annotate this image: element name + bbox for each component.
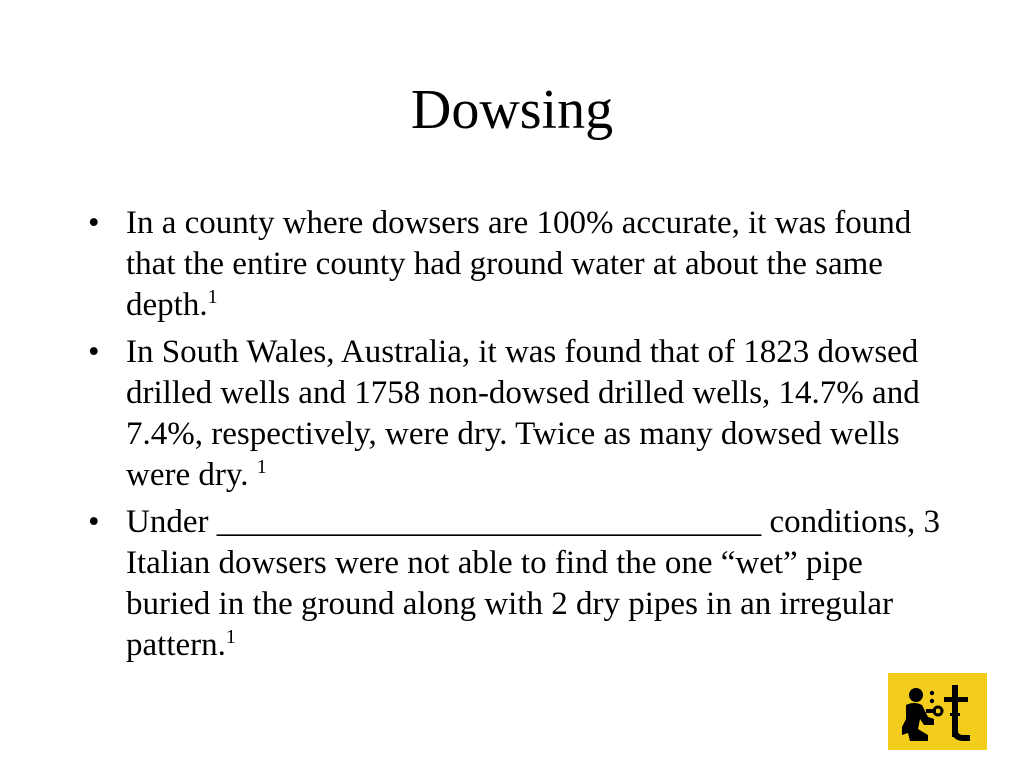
- bullet-dot: •: [88, 334, 100, 370]
- logo-graphic: [888, 673, 987, 750]
- bullet-list: [88, 203, 948, 672]
- worker-pipe-logo-icon: [888, 673, 987, 750]
- bullet-item: [88, 502, 948, 666]
- bullet-text: In South Wales, Australia, it was found that of 1823 dowsed drilled wells and 1758 non-dowsed drilled wells, 14.7% and 7.4%, respectively, were dry. Twice as many dowsed wells were dry.: [126, 334, 920, 493]
- bullet-dot: •: [88, 205, 100, 241]
- footnote-marker: 1: [256, 456, 267, 478]
- bullet-text: Under _________________________________ conditions, 3 Italian dowsers were not able to find the one “wet” pipe buried in the ground along with 2 dry pipes in an irregular pattern.: [126, 504, 940, 663]
- slide-title: Dowsing: [410, 79, 614, 141]
- bullet-item: [88, 332, 948, 496]
- bullet-text: In a county where dowsers are 100% accurate, it was found that the entire county had ground water at about the same depth.: [126, 205, 912, 323]
- bullet-dot: •: [88, 504, 100, 540]
- footnote-marker: 1: [225, 626, 236, 648]
- bullet-item: [88, 203, 948, 326]
- footnote-marker: 1: [207, 286, 218, 308]
